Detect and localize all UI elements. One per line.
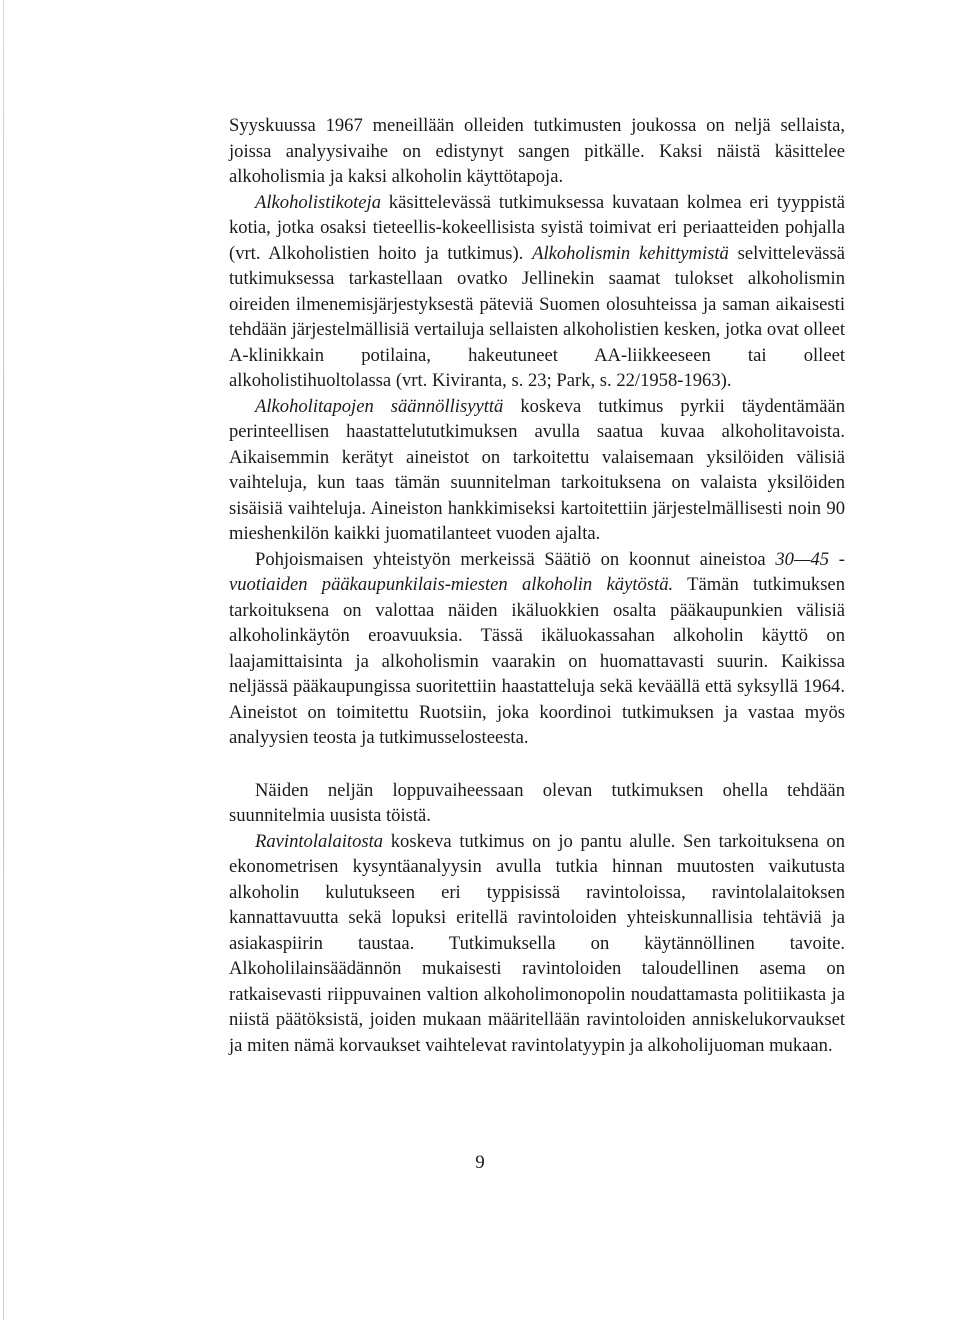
paragraph-6	[229, 829, 845, 1059]
paragraph-4	[229, 547, 845, 751]
paragraph-6-text: koskeva tutkimus on jo pantu alulle. Sen tarkoituksena on ekonometrisen kysyntäanalyysin avulla tutkia hinnan muutosten vaikutusta alkoholin kulutukseen eri typpisissä ravintoloissa, ravintolalaitoksen kannattavuutta sekä lopuksi eritellä ravintoloiden yhteiskunnallisia tehtäviä ja asiakaspiirin taustaa. Tutkimuksella on käytännöllinen tavoite. Alkoholilainsäädännön mukaisesti ravintoloiden taloudellinen asema on ratkaisevasti riippuvainen valtion alkoholimonopolin noudattamasta politiikasta ja niistä päätöksistä, joiden mukaan määritellään ravintoloiden anniskelukorvaukset ja miten nämä korvaukset vaihtelevat ravintolatyypin ja alkoholijuoman mukaan.	[229, 830, 845, 1056]
paragraph-5	[229, 778, 845, 829]
title-alkoholitapojen-saannollisyytta: Alkoholitapojen säännöllisyyttä	[255, 395, 504, 417]
paragraph-2	[229, 190, 845, 394]
title-paakaupunkilais-miesten: 30—45 -vuotiaiden pääkaupunkilais-miesten alkoholin käytöstä.	[229, 548, 845, 595]
title-alkoholistikoteja: Alkoholistikoteja	[255, 191, 381, 213]
page-number: 9	[475, 1152, 485, 1173]
scan-edge-line	[3, 0, 4, 1320]
paragraph-2-text-b: selvittelevässä tutkimuksessa tarkastellaan ovatko Jellinekin saamat tulokset alkoholismin oireiden ilmenemisjärjestyksestä päteviä Suomen olosuhteissa ja saman aikaisesti tehdään järjestelmällisiä vertailuja sellaisten alkoholistien kesken, jotka ovat olleet A-klinikkain potilaina, hakeutuneet AA-liikkeeseen tai olleet alkoholistihuoltolassa (vrt. Kiviranta, s. 23; Park, s. 22/1958-1963).	[229, 242, 846, 391]
title-ravintolalaitosta: Ravintolalaitosta	[255, 830, 384, 852]
page-body	[229, 113, 845, 1058]
section-gap	[229, 751, 845, 778]
paragraph-1	[229, 113, 845, 190]
paragraph-2-text-a: käsittelevässä tutkimuksessa kuvataan kolmea eri tyyppistä kotia, jotka osaksi tieteellis-kokeellisista syistä toimivat eri periaatteiden pohjalla (vrt. Alkoholistien hoito ja tutkimus).	[229, 191, 845, 264]
paragraph-3	[229, 394, 845, 547]
paragraph-3-text: koskeva tutkimus pyrkii täydentämään perinteellisen haastattelututkimuksen avulla saatua kuvaa alkoholitavoista. Aikaisemmin kerätyt aineistot on tarkoitettu valaisemaan yksilöiden välisiä vaihteluja, kun taas tämän suunnitelman tarkoituksena on valaista yksilöiden sisäisiä vaihteluja. Aineiston hankkimiseksi kartoitettiin järjestelmällisesti noin 90 mieshenkilön kaikki juomatilanteet vuoden ajalta.	[229, 395, 845, 544]
paragraph-4-text-b: Tämän tutkimuksen tarkoituksena on valottaa näiden ikäluokkien osalta pääkaupunkien välisiä alkoholinkäytön eroavuuksia. Tässä ikäluokassahan alkoholin käyttö on laajamittaisinta ja alkoholismin vaarakin on huomattavasti suurin. Kaikissa neljässä pääkaupungissa suoritettiin haastatteluja sekä keväällä että syksyllä 1964. Aineistot on toimitettu Ruotsiin, joka koordinoi tutkimuksen ja vastaa myös analyysien teosta ja tutkimusselosteesta.	[229, 574, 845, 748]
paragraph-5-text: Näiden neljän loppuvaiheessaan olevan tutkimuksen ohella tehdään suunnitelmia uusista töistä.	[229, 779, 845, 826]
title-alkoholismin-kehittymista: Alkoholismin kehittymistä	[532, 242, 729, 264]
paragraph-4-text-a: Pohjoismaisen yhteistyön merkeissä Säätiö on koonnut aineistoa	[255, 548, 776, 570]
paragraph-1-text: Syyskuussa 1967 meneillään olleiden tutkimusten joukossa on neljä sellaista, joissa analyysivaihe on edistynyt sangen pitkälle. Kaksi näistä käsittelee alkoholismia ja kaksi alkoholin käyttötapoja.	[229, 115, 845, 187]
